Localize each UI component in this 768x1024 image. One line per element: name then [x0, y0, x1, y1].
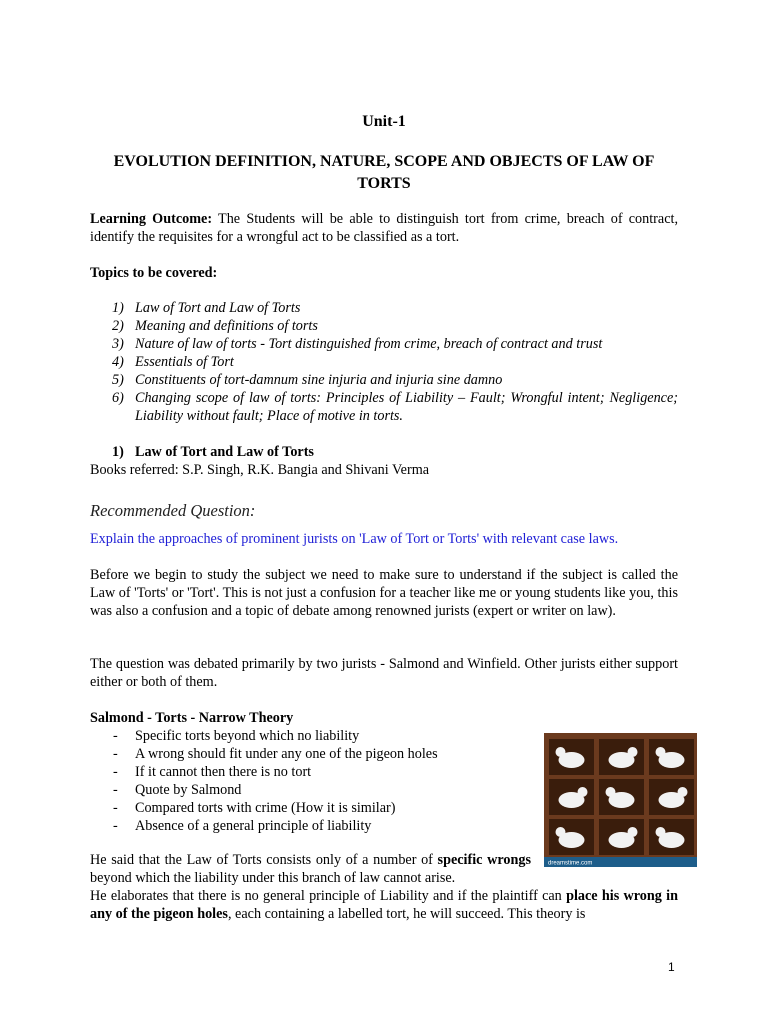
salmond-heading: Salmond - Torts - Narrow Theory — [90, 710, 294, 726]
list-item: 4) Essentials of Tort — [112, 354, 234, 370]
list-item: - Quote by Salmond — [113, 782, 242, 798]
paragraph: He elaborates that there is no general principle of Liability and if the plaintiff can place his wrong in any of the pigeon holes, each containing a labelled tort, he will succeed. This theory is — [90, 888, 678, 922]
list-item: 3) Nature of law of torts - Tort distinguished from crime, breach of contract and trust — [112, 336, 603, 352]
pigeon-head-icon — [656, 827, 666, 837]
pigeon-head-icon — [606, 787, 616, 797]
paragraph: The question was debated primarily by two jurists - Salmond and Winfield. Other jurists either support either or both of them. — [90, 656, 678, 690]
list-item: - Compared torts with crime (How it is similar) — [113, 800, 396, 816]
pigeon-holes-image — [544, 733, 697, 867]
list-item: 2) Meaning and definitions of torts — [112, 318, 318, 334]
topics-list — [90, 299, 678, 425]
page-title: EVOLUTION DEFINITION, NATURE, SCOPE AND OBJECTS OF LAW OF TORTS — [113, 153, 655, 192]
pigeon-holes-icon — [544, 733, 697, 867]
list-item: - A wrong should fit under any one of the pigeon holes — [113, 746, 438, 762]
list-item: - Specific torts beyond which no liability — [113, 728, 360, 744]
list-item: 5) Constituents of tort-damnum sine injuria and injuria sine damno — [112, 372, 503, 388]
books-referred: Books referred: S.P. Singh, R.K. Bangia and Shivani Verma — [90, 462, 430, 478]
paragraph: Before we begin to study the subject we need to make sure to understand if the subject is called the Law of 'Torts' or 'Tort'. This is not just a confusion for a teacher like me or young students like you, this was also a confusion and a topic of debate among renowned jurists (expert or writer on law). — [90, 567, 678, 619]
list-item: 6) Changing scope of law of torts: Principles of Liability – Fault; Wrongful intent; Negligence; Liability without fault; Place of motive in torts. — [112, 390, 678, 424]
learning-outcome-text: The Students will be able to distinguish tort from crime, breach of contract, identify the requisites for a wrongful act to be classified as a tort. — [90, 211, 678, 245]
pigeon-head-icon — [628, 747, 638, 757]
watermark-text: dreamstime.com — [548, 860, 593, 867]
pigeon-head-icon — [678, 787, 688, 797]
learning-outcome-label: Learning Outcome: — [90, 211, 213, 227]
pigeon-head-icon — [656, 747, 666, 757]
recommended-question-text: Explain the approaches of prominent jurists on 'Law of Tort or Torts' with relevant case laws. — [90, 531, 619, 547]
list-item: 1) Law of Tort and Law of Torts — [112, 300, 301, 316]
list-item: - Absence of a general principle of liability — [113, 818, 372, 834]
paragraph: He said that the Law of Torts consists only of a number of specific wrongs beyond which the liability under this branch of law cannot arise. — [90, 852, 531, 886]
page-number: 1 — [668, 960, 675, 974]
pigeon-head-icon — [628, 827, 638, 837]
section-number: 1) — [112, 444, 124, 460]
unit-heading: Unit-1 — [362, 113, 406, 130]
topics-heading: Topics to be covered: — [90, 265, 218, 281]
salmond-bullet-list — [90, 727, 530, 835]
learning-outcome — [90, 210, 678, 246]
pigeon-head-icon — [556, 827, 566, 837]
section-title: Law of Tort and Law of Torts — [135, 444, 314, 460]
pigeon-head-icon — [556, 747, 566, 757]
list-item: - If it cannot then there is no tort — [113, 764, 312, 780]
recommended-question-heading: Recommended Question: — [90, 501, 256, 520]
pigeon-head-icon — [578, 787, 588, 797]
